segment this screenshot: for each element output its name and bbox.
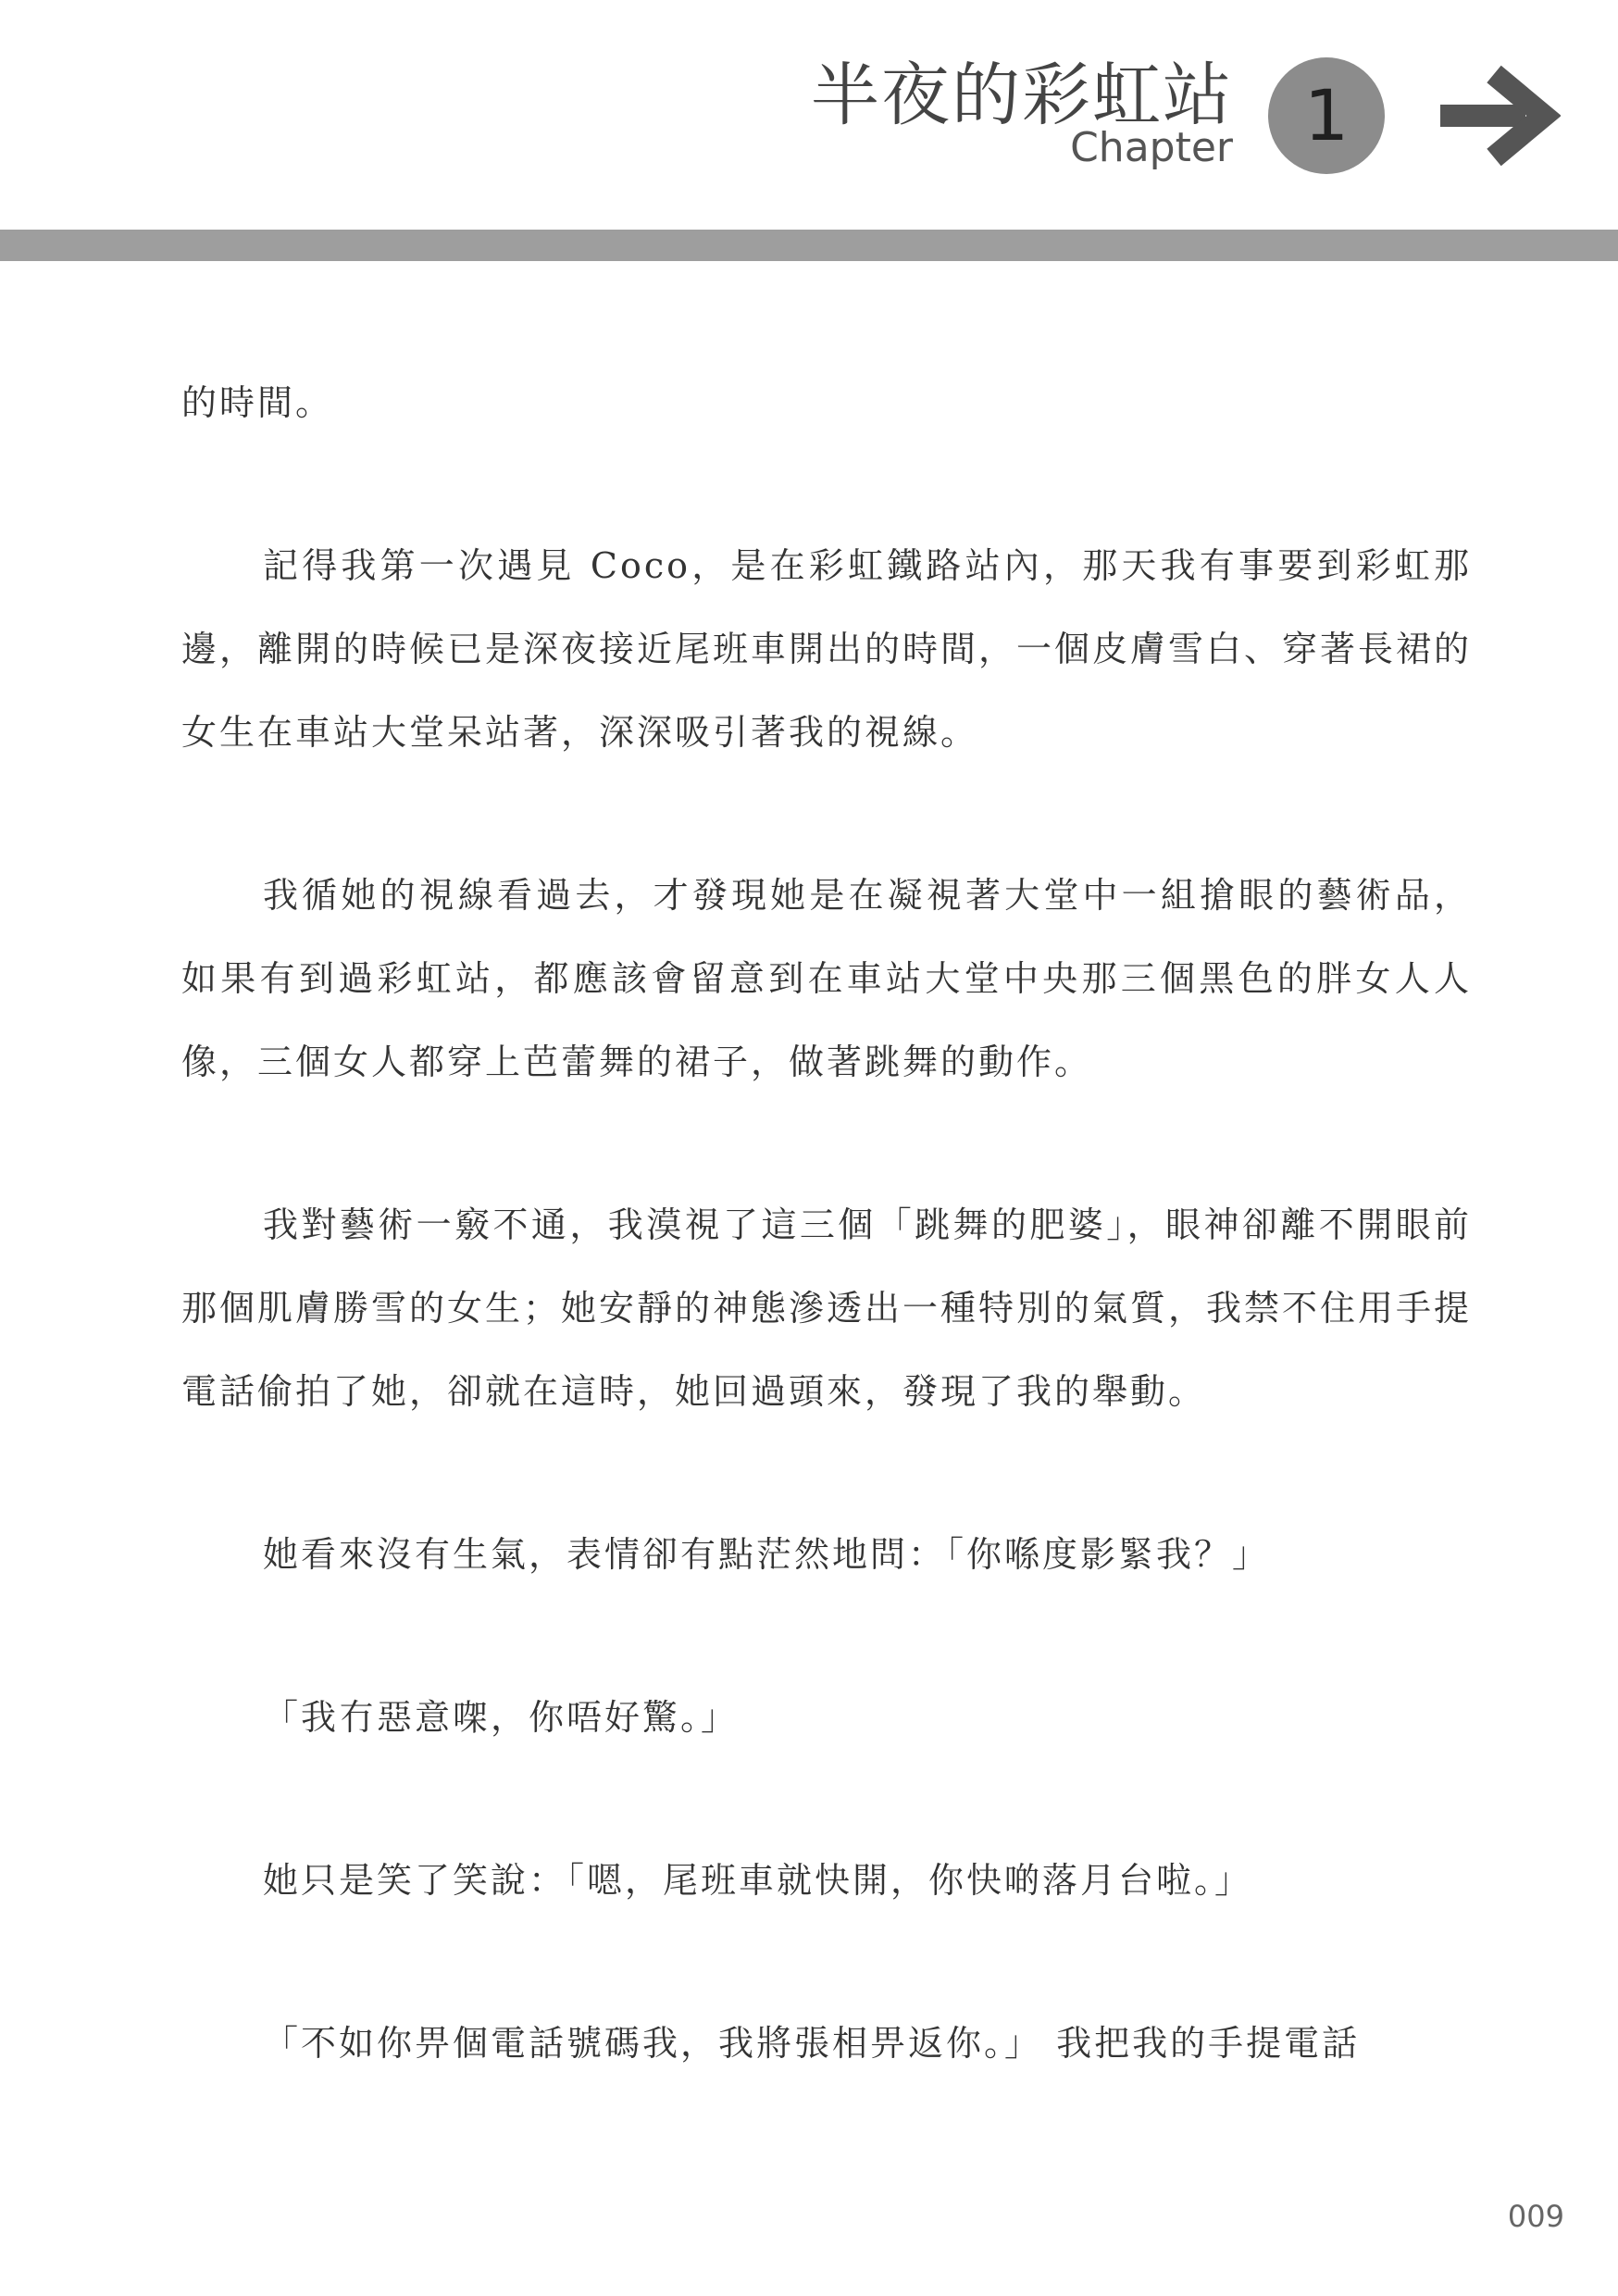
- chapter-label: Chapter: [1070, 124, 1233, 171]
- paragraph-3: 我循她的視線看過去，才發現她是在凝視著大堂中一組搶眼的藝術品，如果有到過彩虹站，都應該會留意到在車站大堂中央那三個黑色的胖女人人像，三個女人都穿上芭蕾舞的裙子，做著跳舞的動作。: [181, 875, 1472, 1082]
- header-divider-bar: [0, 230, 1618, 261]
- paragraph-1: 的時間。: [181, 382, 334, 423]
- paragraph-6: 「我冇惡意㗎，你唔好驚。」: [263, 1697, 740, 1738]
- paragraph-2: 記得我第一次遇見 Coco，是在彩虹鐵路站內，那天我有事要到彩虹那邊，離開的時候已是深夜接近尾班車開出的時間，一個皮膚雪白、穿著長裙的女生在車站大堂呆站著，深深吸引著我的視線。: [181, 545, 1473, 753]
- paragraph-5: 她看來沒有生氣，表情卻有點茫然地問：「你喺度影緊我？」: [263, 1534, 1271, 1575]
- page-number: 009: [1507, 2199, 1564, 2234]
- chapter-title: 半夜的彩虹站: [811, 56, 1233, 135]
- body-text: [181, 361, 1472, 2165]
- paragraph-8: 「不如你畀個電話號碼我，我將張相畀返你。」 我把我的手提電話: [263, 2023, 1361, 2064]
- paragraph-7: 她只是笑了笑說：「嗯，尾班車就快開，你快啲落月台啦。」: [263, 1860, 1253, 1901]
- paragraph-4: 我對藝術一竅不通，我漠視了這三個「跳舞的肥婆」，眼神卻離不開眼前那個肌膚勝雪的女生；她安靜的神態滲透出一種特別的氣質，我禁不住用手提電話偷拍了她，卻就在這時，她回過頭來，發現了我的舉動。: [181, 1204, 1473, 1412]
- right-arrow-icon: [1440, 65, 1561, 167]
- chapter-header: [0, 0, 1618, 268]
- chapter-number-badge: 1: [1268, 57, 1385, 174]
